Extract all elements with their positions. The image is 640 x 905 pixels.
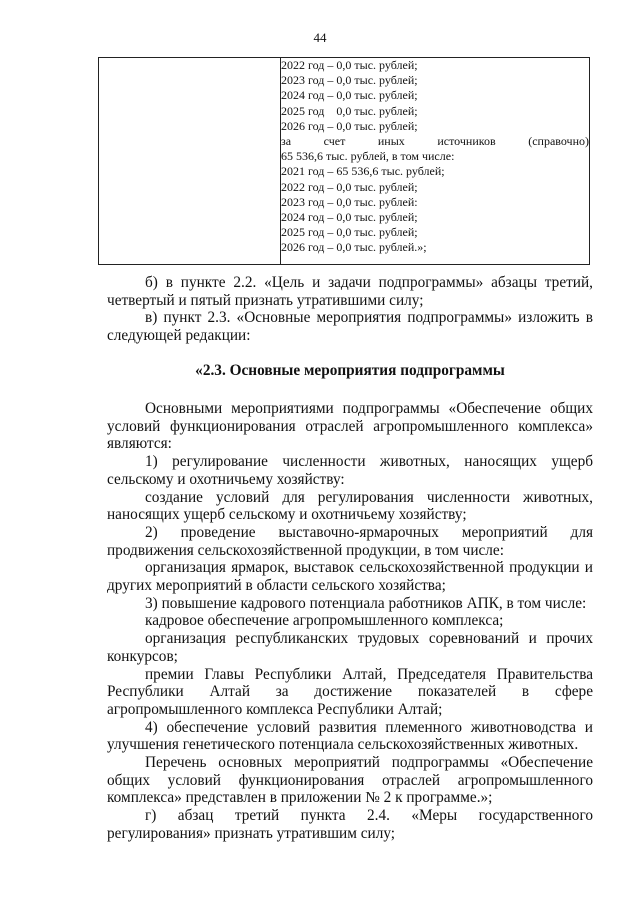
funding-line: 2025 год 0,0 тыс. рублей; <box>281 103 418 118</box>
funding-line: 65 536,6 тыс. рублей, в том числе: <box>281 149 455 164</box>
section-heading: «2.3. Основные мероприятия подпрограммы <box>195 362 505 379</box>
funding-line: 2025 год – 0,0 тыс. рублей; <box>281 225 418 240</box>
funding-line: 2021 год – 65 536,6 тыс. рублей; <box>281 164 445 179</box>
paragraph-item-2a: организация ярмарок, выставок сельскохозяйственной продукции и других мероприятий в области сельского хозяйства; <box>107 559 593 595</box>
funding-line: 2022 год – 0,0 тыс. рублей; <box>281 179 418 194</box>
paragraph-item-1a: создание условий для регулирования численности животных, наносящих ущерб сельскому и охотничьему хозяйству; <box>107 488 593 524</box>
funding-table <box>98 57 590 265</box>
table-left-cell <box>99 58 281 265</box>
section-heading-block <box>107 362 593 380</box>
funding-line: 2026 год – 0,0 тыс. рублей.»; <box>281 240 427 255</box>
funding-line: за счет иных источников (справочно) <box>281 134 589 149</box>
paragraph-item-1: 1) регулирование численности животных, наносящих ущерб сельскому и охотничьему хозяйству: <box>107 453 593 488</box>
paragraph-item-2: 2) проведение выставочно-ярмарочных мероприятий для продвижения сельскохозяйственной продукции, в том числе: <box>107 523 593 559</box>
paragraph-item-3: 3) повышение кадрового потенциала работников АПК, в том числе: <box>145 594 587 612</box>
section-body <box>107 400 593 843</box>
paragraph-intro: Основными мероприятиями подпрограммы «Обеспечение общих условий функционирования отраслей агропромышленного комплекса» являются: <box>107 400 593 453</box>
paragraph-item-3c: премии Главы Республики Алтай, Председателя Правительства Республики Алтай за достижение показателей в сфере агропромышленного комплекса Республики Алтай; <box>107 665 593 718</box>
funding-line: 2026 год – 0,0 тыс. рублей; <box>281 118 418 133</box>
funding-line: 2023 год – 0,0 тыс. рублей; <box>281 73 418 88</box>
paragraph-b: б) в пункте 2.2. «Цель и задачи подпрограммы» абзацы третий, четвертый и пятый признать утратившими силу; <box>107 274 593 309</box>
paragraph-item-3b: организация республиканских трудовых соревнований и прочих конкурсов; <box>107 630 593 665</box>
paragraph-g: г) абзац третий пункта 2.4. «Меры государственного регулирования» признать утратившим силу; <box>107 807 593 842</box>
table-row <box>99 58 590 265</box>
paragraph-item-4: 4) обеспечение условий развития племенного животноводства и улучшения генетического потенциала сельскохозяйственных животных. <box>107 718 593 754</box>
funding-line: 2022 год – 0,0 тыс. рублей; <box>281 58 418 72</box>
paragraph-v: в) пункт 2.3. «Основные мероприятия подпрограммы» изложить в следующей редакции: <box>107 309 593 345</box>
funding-line: 2024 год – 0,0 тыс. рублей; <box>281 210 418 225</box>
amendment-block <box>107 274 593 345</box>
paragraph-item-3a: кадровое обеспечение агропромышленного комплекса; <box>145 612 504 630</box>
table-right-cell <box>281 58 590 265</box>
funding-line: 2023 год – 0,0 тыс. рублей: <box>281 194 418 209</box>
funding-line: 2024 год – 0,0 тыс. рублей; <box>281 88 418 103</box>
page-number: 44 <box>313 30 327 45</box>
paragraph-list: Перечень основных мероприятий подпрограммы «Обеспечение общих условий функционирования отраслей агропромышленного комплекса» представлен в приложении № 2 к программе.»; <box>107 754 593 807</box>
